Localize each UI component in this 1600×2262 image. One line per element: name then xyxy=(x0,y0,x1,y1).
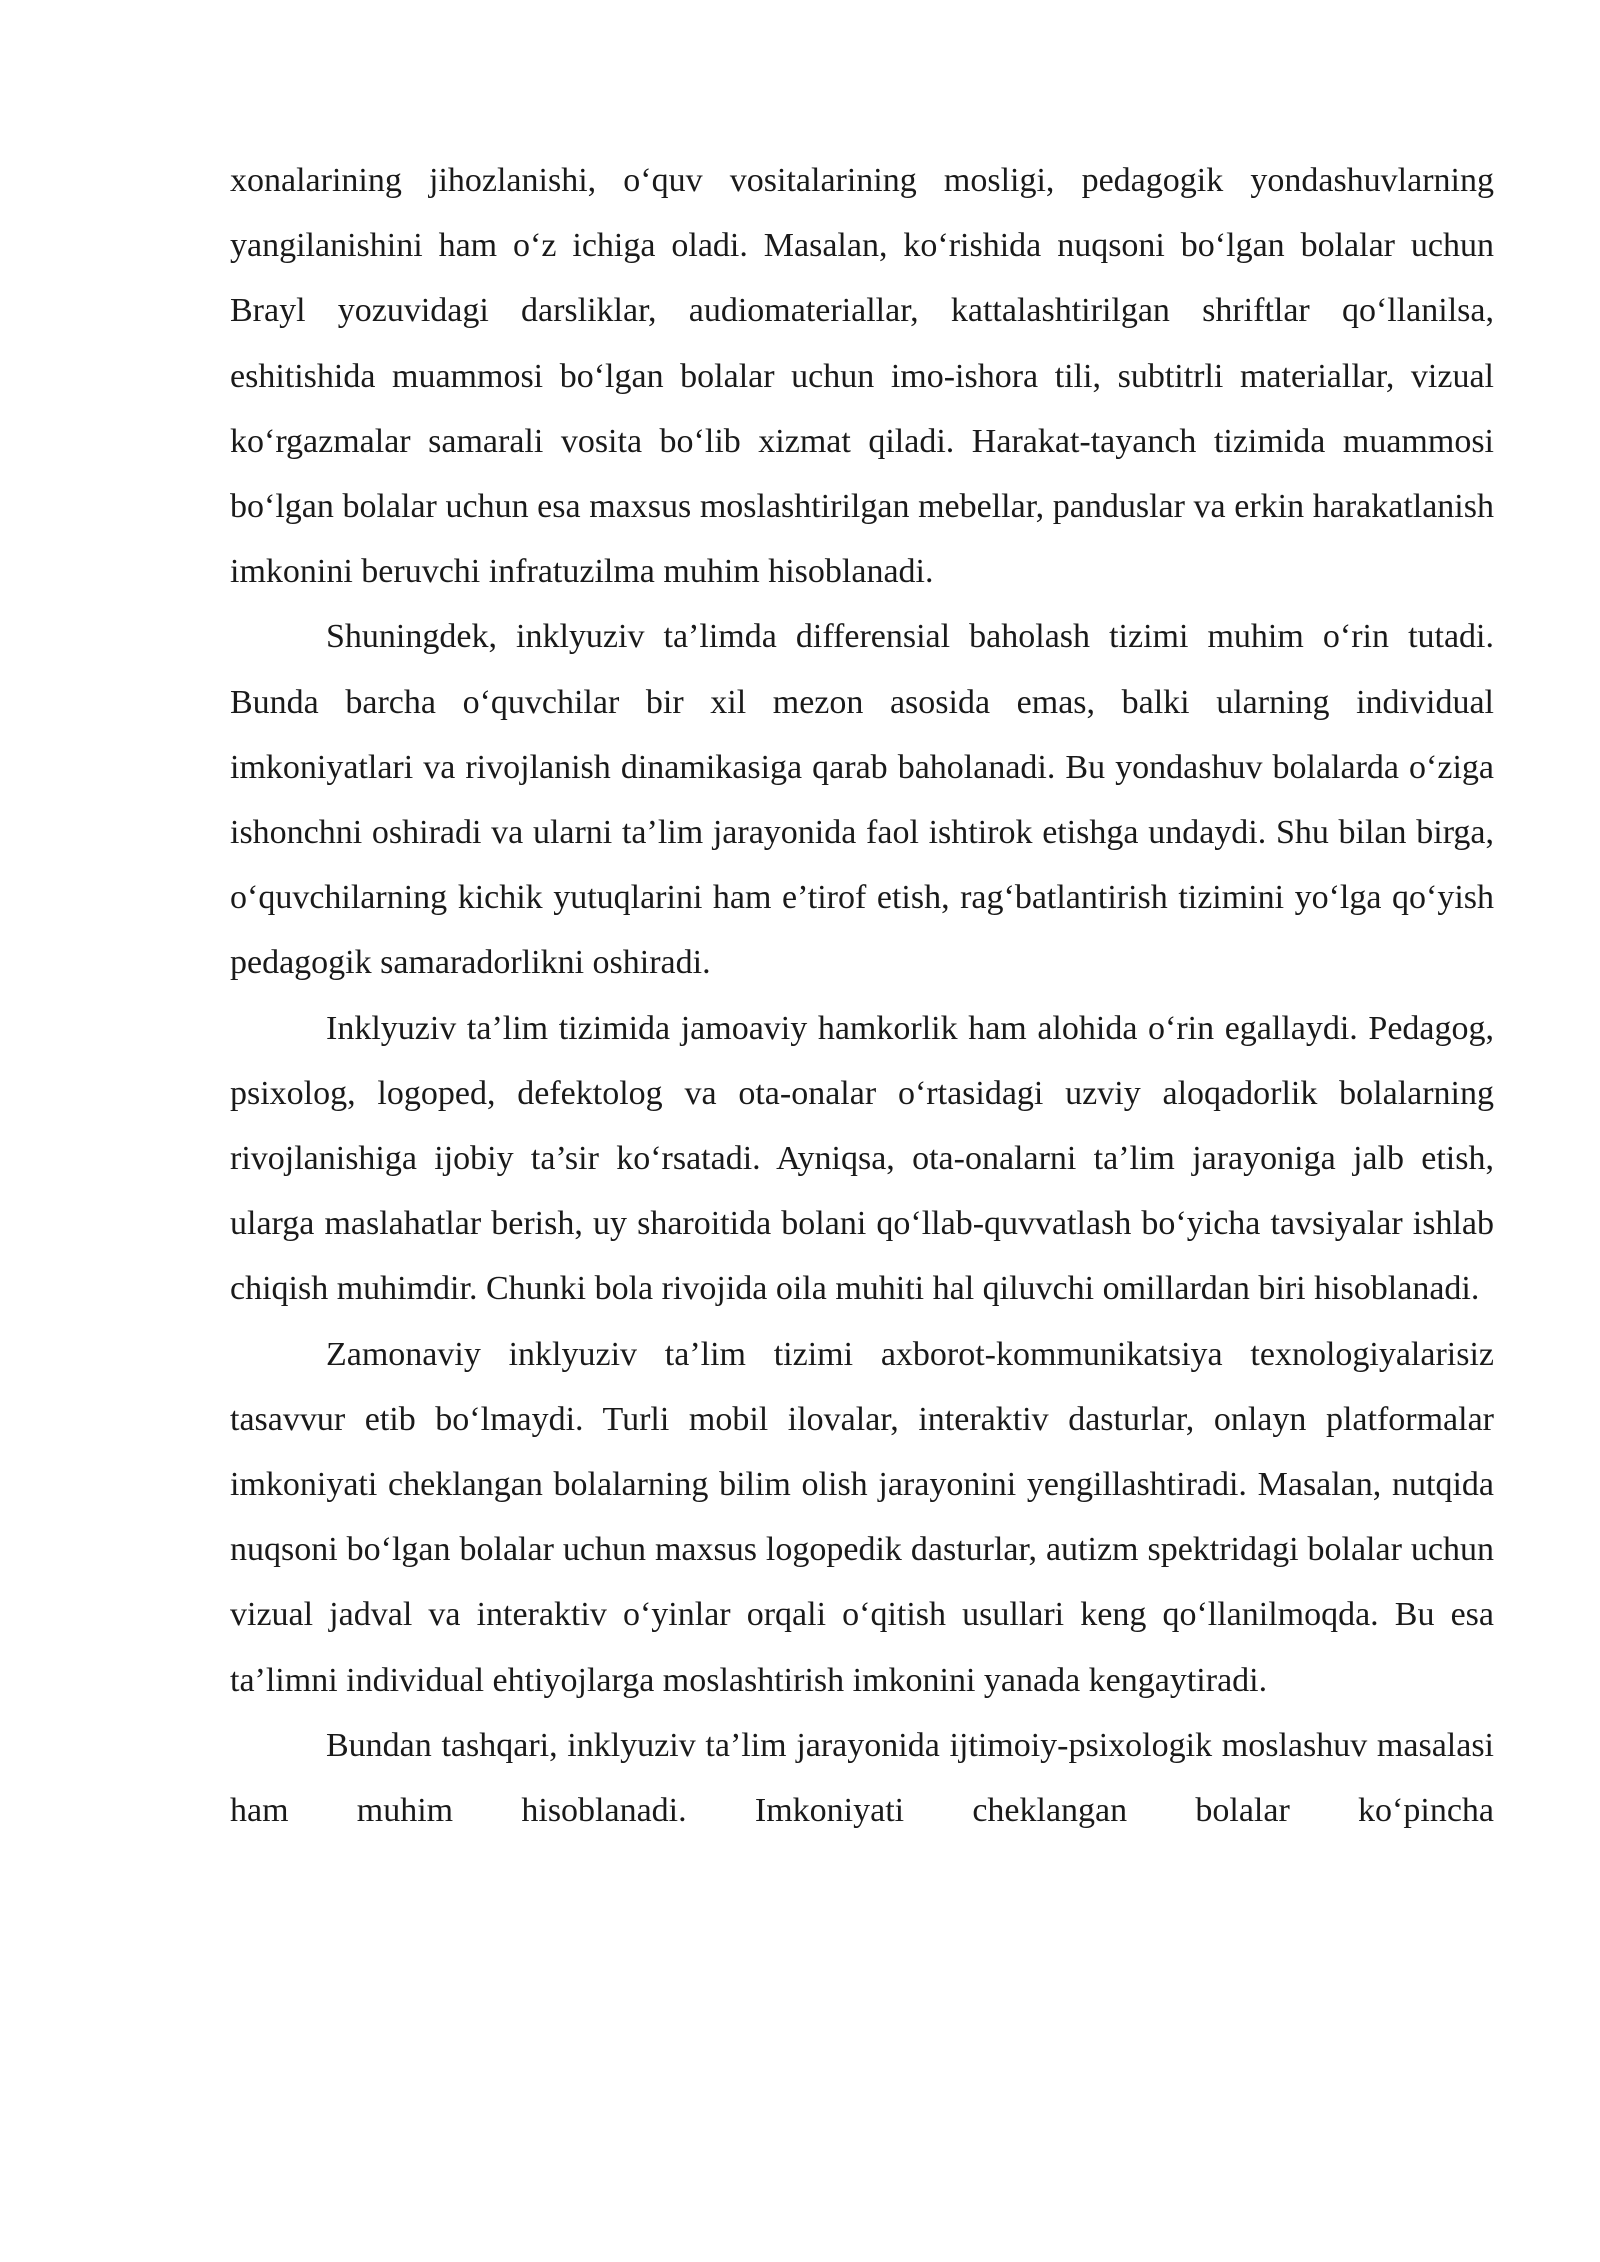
paragraph-5: Bundan tashqari, inklyuziv ta’lim jarayonida ijtimoiy-psixologik moslashuv masalasi ham muhim hisoblanadi. Imkoniyati cheklangan bolalar ko‘pincha xyxy=(230,1726,1494,1830)
paragraph-1: xonalarining jihozlanishi, o‘quv vositalarining mosligi, pedagogik yondashuvlarning yangilanishini ham o‘z ichiga oladi. Masalan, ko‘rishida nuqsoni bo‘lgan bolalar uchun Brayl yozuvidagi darsliklar, audiomateriallar, kattalashtirilgan shriftlar qo‘llanilsa, eshitishida muammosi bo‘lgan bolalar uchun imo-ishora tili, subtitrli materiallar, vizual ko‘rgazmalar samarali vosita bo‘lib xizmat qiladi. Harakat-tayanch tizimida muammosi bo‘lgan bolalar uchun esa maxsus moslashtirilgan mebellar, panduslar va erkin harakatlanish imkonini beruvchi infratuzilma muhim hisoblanadi. xyxy=(230,162,1494,591)
paragraph-3: Inklyuziv ta’lim tizimida jamoaviy hamkorlik ham alohida o‘rin egallaydi. Pedagog, psixolog, logoped, defektolog va ota-onalar o‘rtasidagi uzviy aloqadorlik bolalarning rivojlanishiga ijobiy ta’sir ko‘rsatadi. Ayniqsa, ota-onalarni ta’lim jarayoniga jalb etish, ularga maslahatlar berish, uy sharoitida bolani qo‘llab-quvvatlash bo‘yicha tavsiyalar ishlab chiqish muhimdir. Chunki bola rivojida oila muhiti hal qiluvchi omillardan biri hisoblanadi. xyxy=(230,1009,1494,1308)
paragraph-4: Zamonaviy inklyuziv ta’lim tizimi axborot-kommunikatsiya texnologiyalarisiz tasavvur etib bo‘lmaydi. Turli mobil ilovalar, interaktiv dasturlar, onlayn platformalar imkoniyati cheklangan bolalarning bilim olish jarayonini yengillashtiradi. Masalan, nutqida nuqsoni bo‘lgan bolalar uchun maxsus logopedik dasturlar, autizm spektridagi bolalar uchun vizual jadval va interaktiv o‘yinlar orqali o‘qitish usullari keng qo‘llanilmoqda. Bu esa ta’limni individual ehtiyojlarga moslashtirish imkonini yanada kengaytiradi. xyxy=(230,1335,1494,1699)
document-body xyxy=(230,148,1494,1843)
paragraph-2: Shuningdek, inklyuziv ta’limda differensial baholash tizimi muhim o‘rin tutadi. Bunda barcha o‘quvchilar bir xil mezon asosida emas, balki ularning individual imkoniyatlari va rivojlanish dinamikasiga qarab baholanadi. Bu yondashuv bolalarda o‘ziga ishonchni oshiradi va ularni ta’lim jarayonida faol ishtirok etishga undaydi. Shu bilan birga, o‘quvchilarning kichik yutuqlarini ham e’tirof etish, rag‘batlantirish tizimini yo‘lga qo‘yish pedagogik samaradorlikni oshiradi. xyxy=(230,618,1494,982)
